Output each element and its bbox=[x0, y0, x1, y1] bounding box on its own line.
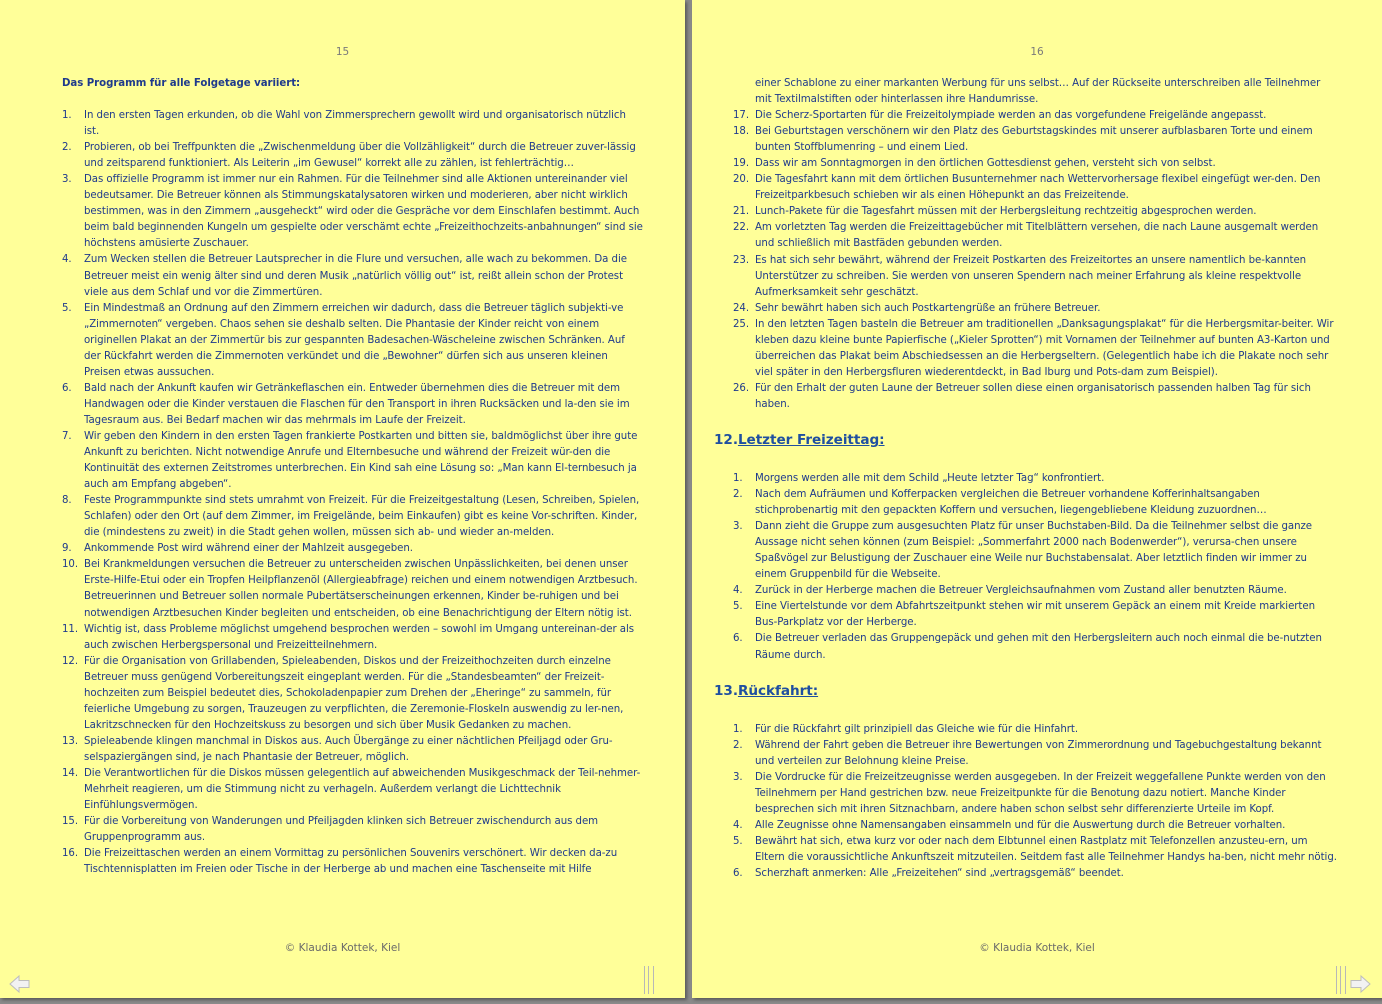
next-page-arrow-icon[interactable] bbox=[1348, 972, 1372, 996]
list-item-number: 3. bbox=[733, 771, 743, 783]
list-item-number: 16. bbox=[62, 848, 79, 860]
page-right bbox=[692, 0, 1382, 998]
list-item-number: 6. bbox=[62, 382, 72, 394]
list-item-text: Eine Viertelstunde vor dem Abfahrtszeitpunkt stehen wir mit unserem Gepäck an einem mit Kreide markierten Bus-Parkplatz vor der Herberge. bbox=[755, 601, 1315, 629]
page-number: 15 bbox=[335, 46, 350, 58]
list-item bbox=[733, 487, 1338, 519]
list-item-text: Die Betreuer verladen das Gruppengepäck und gehen mit den Herbergsleitern auch noch einmal die be-nutzten Räume durch. bbox=[755, 633, 1322, 661]
list-item bbox=[62, 734, 644, 766]
list-item bbox=[62, 172, 644, 252]
list-item-number: 4. bbox=[733, 585, 743, 597]
list-item-text: Alle Zeugnisse ohne Namensangaben einsammeln und für die Auswertung durch die Betreuer vorhalten. bbox=[755, 819, 1286, 831]
list-item bbox=[733, 156, 1338, 172]
list-item bbox=[62, 140, 644, 172]
list-item-number: 2. bbox=[733, 739, 743, 751]
list-item-number: 26. bbox=[733, 382, 750, 394]
page-left bbox=[0, 0, 685, 998]
list-item-text: Probieren, ob bei Treffpunkten die „Zwischenmeldung über die Vollzähligkeit“ durch die Betreuer zuver-lässig und zeitsparend funktioniert. Als Leiterin „im Gewusel“ korrekt alle zu zählen, ist fehlerträchtig… bbox=[84, 142, 636, 170]
list-item-number: 21. bbox=[733, 206, 750, 218]
list-item-number: 4. bbox=[62, 254, 72, 266]
list-item bbox=[733, 599, 1338, 631]
page-number: 16 bbox=[1030, 46, 1044, 58]
list-item bbox=[733, 738, 1338, 770]
list-item-text: Zurück in der Herberge machen die Betreuer Vergleichsaufnahmen vom Zustand aller benutzten Räume. bbox=[755, 585, 1287, 597]
list-item-number: 5. bbox=[733, 601, 743, 613]
page-footer: © Klaudia Kottek, Kiel bbox=[284, 942, 401, 954]
list-item-text: Bald nach der Ankunft kaufen wir Getränkeflaschen ein. Entweder übernehmen dies die Betreuer mit dem Handwagen oder die Kinder verstauen die Flaschen für den Transport in ihren Rucksäcken und la-den sie im Tagesraum aus. Bei Bedarf machen wir das mehrmals im Laufe der Freizeit. bbox=[84, 382, 630, 426]
list-item-number: 2. bbox=[62, 142, 72, 154]
list-item bbox=[733, 631, 1338, 663]
list-item bbox=[62, 622, 644, 654]
list-item bbox=[733, 818, 1338, 834]
list-item-number: 23. bbox=[733, 254, 750, 266]
list-item-number: 13. bbox=[62, 735, 79, 747]
list-item-number: 4. bbox=[733, 819, 743, 831]
list-item-number: 8. bbox=[62, 495, 72, 507]
list-item-number: 5. bbox=[733, 835, 743, 847]
list-item-text: Nach dem Aufräumen und Kofferpacken vergleichen die Betreuer vorhandene Kofferinhaltsangaben stichprobenartig mit den gepackten Koffern und versuchen, liegengebliebene Kleidung zuzuordnen… bbox=[755, 489, 1267, 517]
list-item bbox=[733, 834, 1338, 866]
list-item bbox=[62, 301, 644, 381]
list-item bbox=[62, 493, 644, 541]
list-item-text: Es hat sich sehr bewährt, während der Freizeit Postkarten des Freizeitortes an unsere namentlich be-kannten Unterstützer zu schreiben. Sie werden von unseren Spendern nach meiner Erfahrung als kleine respektvolle Aufmerksamkeit sehr geschätzt. bbox=[755, 254, 1307, 298]
list-item bbox=[733, 124, 1338, 156]
section-heading-13 bbox=[714, 682, 1338, 700]
section-number: 12. bbox=[714, 431, 738, 448]
list-item-text: Dann zieht die Gruppe zum ausgesuchten Platz für unser Buchstaben-Bild. Da die Teilnehmer selbst die ganze Aussage nicht sehen können (zum Beispiel: „Sommerfahrt 2000 nach Bodenwerder“), verursa-chen unsere Spaßvögel zur Belustigung der Zuschauer eine Weile nur Buchstabensalat. Aber letztlich finden wir immer zu einem Gruppenbild für die Webseite. bbox=[755, 521, 1313, 581]
list-item-text: Für die Vorbereitung von Wanderungen und Pfeiljagden klinken sich Betreuer zwischendurch aus dem Gruppenprogramm aus. bbox=[84, 816, 599, 844]
list-item-text: Wichtig ist, dass Probleme möglichst umgehend besprochen werden – sowohl im Umgang untereinan-der als auch zwischen Herbergspersonal und Freizeitteilnehmern. bbox=[84, 623, 635, 651]
list-item-number: 1. bbox=[733, 472, 743, 484]
program-heading: Das Programm für alle Folgetage variiert: bbox=[62, 78, 301, 89]
section-heading-12 bbox=[714, 431, 1338, 449]
continuation-list bbox=[733, 76, 1338, 108]
list-item-text: Ankommende Post wird während einer der Mahlzeit ausgegeben. bbox=[84, 543, 413, 555]
list-item-number: 25. bbox=[733, 318, 750, 330]
list-item bbox=[62, 846, 644, 878]
list-item-text: Für den Erhalt der guten Laune der Betreuer sollen diese einen organisatorisch passenden halben Tag für sich haben. bbox=[755, 382, 1311, 410]
list-item bbox=[733, 220, 1338, 252]
section-title: Letzter Freizeittag: bbox=[737, 431, 885, 448]
list-item bbox=[733, 722, 1338, 738]
list-item bbox=[733, 519, 1338, 583]
list-item bbox=[733, 866, 1338, 882]
list-item-text: Am vorletzten Tag werden die Freizeittagebücher mit Titelblättern versehen, die nach Laune ausgemalt werden und schließlich mit Bastfäden gebunden werden. bbox=[755, 222, 1319, 250]
last-day-list bbox=[733, 471, 1338, 664]
page-content bbox=[714, 76, 1338, 882]
scroll-grip-right[interactable] bbox=[1336, 966, 1346, 994]
return-trip-list bbox=[733, 722, 1338, 882]
list-item bbox=[62, 766, 644, 814]
list-item-number: 15. bbox=[62, 816, 79, 828]
scroll-grip-left[interactable] bbox=[644, 966, 654, 994]
next-page-arrow-icon-svg bbox=[1348, 972, 1372, 996]
page-footer: © Klaudia Kottek, Kiel bbox=[979, 942, 1095, 954]
list-item bbox=[733, 583, 1338, 599]
list-item-continuation bbox=[733, 76, 1338, 108]
list-item-number: 19. bbox=[733, 158, 750, 170]
list-item-number: 6. bbox=[733, 633, 743, 645]
list-item-number: 3. bbox=[733, 521, 743, 533]
list-item bbox=[62, 814, 644, 846]
list-item-text: Die Scherz-Sportarten für die Freizeitolympiade werden an das vorgefundene Freigelände angepasst. bbox=[755, 110, 1267, 122]
list-item-number: 1. bbox=[62, 110, 72, 122]
list-item bbox=[733, 108, 1338, 124]
list-item bbox=[62, 429, 644, 493]
list-item bbox=[62, 654, 644, 734]
list-item bbox=[733, 301, 1338, 317]
section-title: Rückfahrt: bbox=[737, 682, 819, 699]
prev-page-arrow-icon-svg bbox=[8, 972, 32, 996]
list-item bbox=[733, 471, 1338, 487]
list-item-number: 2. bbox=[733, 489, 743, 501]
list-item-number: 14. bbox=[62, 767, 79, 779]
list-item-text: Wir geben den Kindern in den ersten Tagen frankierte Postkarten und bitten sie, baldmöglichst über ihre gute Ankunft zu berichten. Nicht notwendige Anrufe und Elternbesuche und während der Freizeit wür-den die Kontinuität des externen Zeitstromes unterbrechen. Ein Kind sah eine Lösung so: „Man kann El-ternbesuch ja auch am Empfang abgeben“. bbox=[84, 430, 638, 491]
list-item bbox=[62, 108, 644, 140]
program-list-continued bbox=[733, 108, 1338, 413]
list-item-text: Die Freizeittaschen werden an einem Vormittag zu persönlichen Souvenirs verschönert. Wir decken da-zu Tischtennisplatten im Freien oder Tische in der Herberge ab und machen eine Taschenseite mit Hilfe bbox=[84, 848, 618, 876]
list-item-number: 1. bbox=[733, 723, 743, 735]
list-item bbox=[62, 541, 644, 557]
list-item-text: Feste Programmpunkte sind stets umrahmt von Freizeit. Für die Freizeitgestaltung (Lesen, Schreiben, Spielen, Schlafen) oder den Ort (auf dem Zimmer, im Freigelände, beim Einkaufen) gibt es keine Vor-schriften. Kinder, die (mindestens zu zweit) in die Stadt gehen wollen, müssen sich ab- und wieder an-melden. bbox=[84, 495, 640, 539]
list-item bbox=[733, 172, 1338, 204]
list-item-number: 12. bbox=[62, 655, 79, 667]
list-item-text: Zum Wecken stellen die Betreuer Lautsprecher in die Flure und versuchen, alle wach zu bekommen. Da die Betreuer meist ein wenig älter sind und deren Musik „natürlich völlig out“ ist, reißt allein schon der Protest viele aus dem Schlaf und vor die Zimmertüren. bbox=[84, 254, 627, 298]
list-item-number: 10. bbox=[62, 559, 79, 571]
list-item-text: einer Schablone zu einer markanten Werbung für uns selbst… Auf der Rückseite unterschreiben alle Teilnehmer mit Textilmalstiften oder hinterlassen ihre Handumrisse. bbox=[755, 78, 1321, 106]
list-item-text: Scherzhaft anmerken: Alle „Freizeitehen“ sind „vertragsgemäß“ beendet. bbox=[755, 867, 1124, 879]
list-item bbox=[733, 381, 1338, 413]
list-item-number: 6. bbox=[733, 867, 743, 879]
list-item-text: Lunch-Pakete für die Tagesfahrt müssen mit der Herbergsleitung rechtzeitig abgesprochen werden. bbox=[755, 206, 1257, 218]
list-item bbox=[62, 381, 644, 429]
list-item-text: Bei Krankmeldungen versuchen die Betreuer zu unterscheiden zwischen Unpässlichkeiten, bei denen unser Erste-Hilfe-Etui oder ein Tropfen Heilpflanzenöl (Allergieabfrage) reichen und einem notwendigen Arztbesuch. Betreuerinnen und Betreuer sollen normale Pubertätserscheinungen erkennen, Kinder be-ruhigen und bei notwendigen Arztbesuchen Kinder begleiten und entscheiden, ob eine Benachrichtigung der Eltern nötig ist. bbox=[84, 559, 638, 619]
prev-page-arrow-icon[interactable] bbox=[8, 972, 32, 996]
list-item-text: Für die Organisation von Grillabenden, Spieleabenden, Diskos und der Freizeithochzeiten durch einzelne Betreuer muss genügend Vorbereitungszeit eingeplant werden. Für die „Standesbeamten“ der Freizeit-hochzeiten zum Beispiel bedeutet dies, Schokoladenpapier zum Drehen der „Eheringe“ zu sammeln, für feierliche Umgebung zu sorgen, Trauzeugen zu verpflichten, die Zeremonie-Floskeln auswendig zu ler-nen, Lakritzschnecken für den Hochzeitskuss zu besorgen und sich über Musik Gedanken zu machen. bbox=[84, 655, 624, 731]
list-item bbox=[62, 557, 644, 621]
list-item-number: 20. bbox=[733, 174, 750, 186]
list-item-number: 18. bbox=[733, 126, 750, 138]
list-item-text: Morgens werden alle mit dem Schild „Heute letzter Tag“ konfrontiert. bbox=[755, 472, 1105, 484]
list-item-number: 5. bbox=[62, 302, 72, 314]
page-content bbox=[62, 76, 644, 878]
list-item-text: Das offizielle Programm ist immer nur ein Rahmen. Für die Teilnehmer sind alle Aktionen untereinander viel bedeutsamer. Die Betreuer können als Stimmungskatalysatoren wirken und moderieren, aber nicht wirklich bestimmen, was in den Zimmern „ausgeheckt“ wird oder die Gespräche vor dem Einschlafen bestimmt. Auch beim bald beginnenden Kungeln um gespielte oder verschämt echte „Freizeithochzeits-anbahnungen“ sind sie höchstens amüsierte Zuschauer. bbox=[84, 174, 643, 250]
list-item-number: 7. bbox=[62, 430, 72, 442]
list-item bbox=[62, 252, 644, 300]
list-item-number: 3. bbox=[62, 174, 72, 186]
list-item-number: 9. bbox=[62, 543, 72, 555]
list-item-text: Für die Rückfahrt gilt prinzipiell das Gleiche wie für die Hinfahrt. bbox=[755, 723, 1079, 735]
list-item-number: 24. bbox=[733, 302, 750, 314]
list-item-text: Die Tagesfahrt kann mit dem örtlichen Busunternehmer nach Wettervorhersage flexibel eingefügt wer-den. Den Freizeitparkbesuch schieben wir als einen Höhepunkt an das Freizeitende. bbox=[755, 174, 1321, 202]
list-item-text: Während der Fahrt geben die Betreuer ihre Bewertungen von Zimmerordnung und Tagebuchgestaltung bekannt und verteilen zur Belohnung kleine Preise. bbox=[755, 739, 1322, 767]
list-item-text: In den ersten Tagen erkunden, ob die Wahl von Zimmersprechern gewollt wird und organisatorisch nützlich ist. bbox=[84, 110, 626, 138]
list-item-text: Dass wir am Sonntagmorgen in den örtlichen Gottesdienst gehen, versteht sich von selbst. bbox=[755, 158, 1216, 170]
list-item-text: Sehr bewährt haben sich auch Postkartengrüße an frühere Betreuer. bbox=[755, 302, 1101, 314]
list-item-number: 11. bbox=[62, 623, 79, 635]
list-item bbox=[733, 770, 1338, 818]
list-item-number: 17. bbox=[733, 110, 750, 122]
list-item-text: Spieleabende klingen manchmal in Diskos aus. Auch Übergänge zu einer nächtlichen Pfeiljagd oder Gru-selspaziergängen sind, je nach Phantasie der Betreuer, möglich. bbox=[84, 735, 613, 763]
section-number: 13. bbox=[714, 682, 738, 699]
list-item-text: In den letzten Tagen basteln die Betreuer am traditionellen „Danksagungsplakat“ für die Herbergsmitar-beiter. Wir kleben dazu kleine bunte Papierfische („Kieler Sprotten“) mit Vornamen der Teilnehmer auf bunten A3-Karton und überreichen das Plakat beim Abschiedsessen an die Herbergseltern. (Gelegentlich habe ich die Plakate noch sehr viel später in den Herbergsfluren wiederentdeckt, in Bad Iburg und Pots-dam zum Beispiel). bbox=[755, 318, 1334, 378]
program-list bbox=[62, 108, 644, 878]
list-item bbox=[733, 317, 1338, 381]
list-item bbox=[733, 204, 1338, 220]
list-item-text: Ein Mindestmaß an Ordnung auf den Zimmern erreichen wir dadurch, dass die Betreuer täglich subjekti-ve „Zimmernoten“ vergeben. Chaos sehen sie deshalb selten. Die Phantasie der Kinder reicht von einem originellen Plakat an der Zimmertür bis zur gespannten Badesachen-Wäscheleine zwischen Schränken. Auf der Rückfahrt werden die Zimmernoten verkündet und die „Bewohner“ dürfen sich aus unseren kleinen Preisen etwas aussuchen. bbox=[84, 302, 625, 378]
list-item-number: 22. bbox=[733, 222, 750, 234]
list-item-text: Die Vordrucke für die Freizeitzeugnisse werden ausgegeben. In der Freizeit weggefallene Punkte werden von den Teilnehmern per Hand gestrichen bzw. neue Freizeitpunkte für die Benotung dazu notiert. Manche Kinder besprechen sich mit ihren Sitznachbarn, andere haben schon selbst sehr differenzierte Urteile im Kopf. bbox=[755, 771, 1326, 815]
list-item-text: Bei Geburtstagen verschönern wir den Platz des Geburtstagskindes mit unserer aufblasbaren Torte und einem bunten Stoffblumenring – und einem Lied. bbox=[755, 126, 1313, 154]
list-item-text: Die Verantwortlichen für die Diskos müssen gelegentlich auf abweichenden Musikgeschmack der Teil-nehmer-Mehrheit reagieren, um die Stimmung nicht zu verhageln. Außerdem verlangt die Lichttechnik Einfühlungsvermögen. bbox=[84, 767, 641, 812]
list-item-text: Bewährt hat sich, etwa kurz vor oder nach dem Elbtunnel einen Rastplatz mit Telefonzellen anzusteu-ern, um Eltern die voraussichtliche Ankunftszeit mitzuteilen. Seitdem fast alle Teilnehmer Handys ha-ben, nicht mehr nötig. bbox=[755, 835, 1337, 863]
list-item bbox=[733, 253, 1338, 301]
